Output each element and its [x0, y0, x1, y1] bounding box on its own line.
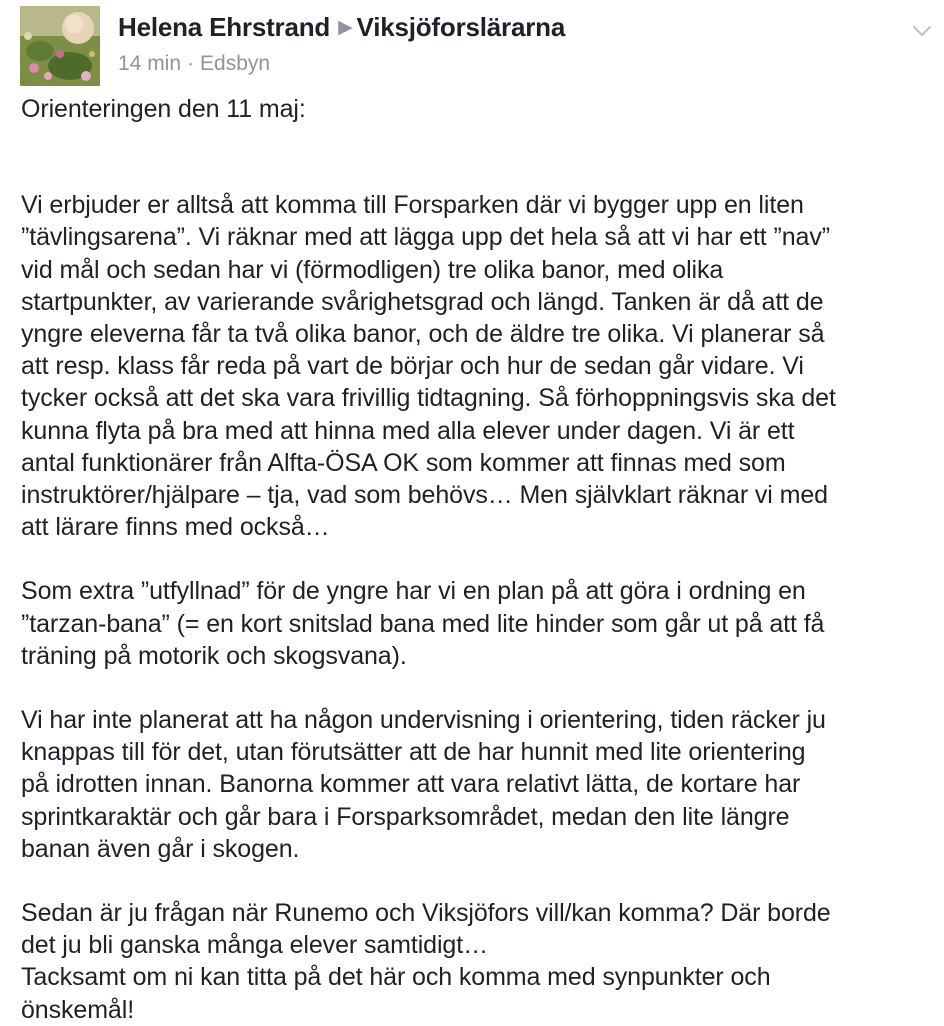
paragraph: [21, 93, 941, 125]
text-line: att resp. klass får reda på vart de börjar och hur de sedan går vidare. Vi: [21, 352, 804, 381]
text-line: ”tarzan-bana” (= en kort snitslad bana med lite hinder som går ut på att få: [21, 609, 825, 638]
meta-separator: ·: [187, 52, 195, 75]
post-meta: [118, 52, 270, 76]
group-name[interactable]: Viksjöforslärarna: [356, 12, 566, 42]
post-body: [21, 93, 941, 1026]
text-line: kunna flyta på bra med att hinna med alla elever under dagen. Vi är ett: [21, 416, 795, 445]
chevron-down-icon[interactable]: [908, 18, 936, 42]
text-line: banan även går i skogen.: [21, 834, 300, 863]
author-line: [118, 12, 565, 43]
text-line: instruktörer/hjälpare – tja, vad som behövs… Men självklart räknar vi med: [21, 481, 828, 510]
paragraph: [21, 704, 941, 865]
text-line: Orienteringen den 11 maj:: [21, 95, 306, 123]
text-line: Vi erbjuder er alltså att komma till Forsparken där vi bygger upp en liten: [21, 191, 804, 220]
text-line: Sedan är ju frågan när Runemo och Viksjöfors vill/kan komma? Där borde: [21, 899, 831, 928]
avatar-photo: [20, 6, 100, 86]
paragraph: [21, 897, 941, 1026]
text-line: startpunkter, av varierande svårighetsgrad och längd. Tanken är då att de: [21, 287, 824, 316]
text-line: det ju bli ganska många elever samtidigt…: [21, 931, 488, 960]
author-name[interactable]: Helena Ehrstrand: [118, 12, 331, 42]
text-line: att lärare finns med också…: [21, 513, 330, 542]
text-line: på idrotten innan. Banorna kommer att vara relativt lätta, de kortare har: [21, 770, 801, 799]
text-line: tycker också att det ska vara frivillig tidtagning. Så förhoppningsvis ska det: [21, 384, 836, 413]
text-line: träning på motorik och skogsvana).: [21, 641, 407, 670]
avatar[interactable]: [20, 6, 100, 86]
text-line: önskemål!: [21, 995, 135, 1024]
text-line: Som extra ”utfyllnad” för de yngre har vi en plan på att göra i ordning en: [21, 577, 806, 606]
text-line: knappas till för det, utan förutsätter att de har hunnit med lite orientering: [21, 738, 806, 767]
text-line: Vi har inte planerat att ha någon undervisning i orientering, tiden räcker ju: [21, 706, 826, 735]
paragraph: [21, 575, 941, 672]
post-time[interactable]: 14 min: [118, 52, 182, 75]
text-line: Tacksamt om ni kan titta på det här och komma med synpunkter och: [21, 963, 771, 992]
text-line: ”tävlingsarena”. Vi räknar med att lägga upp det hela så att vi har ett ”nav”: [21, 223, 830, 252]
text-line: vid mål och sedan har vi (förmodligen) tre olika banor, med olika: [21, 255, 724, 284]
text-line: yngre eleverna får ta två olika banor, och de äldre tre olika. Vi planerar så: [21, 320, 825, 349]
text-line: antal funktionärer från Alfta-ÖSA OK som kommer att finnas med som: [21, 448, 786, 477]
post-header: [0, 0, 944, 90]
paragraph: [21, 189, 941, 543]
text-line: sprintkaraktär och går bara i Forsparksområdet, medan den lite längre: [21, 802, 790, 831]
post-location[interactable]: Edsbyn: [200, 52, 271, 75]
arrow-right-icon: ▶: [338, 17, 353, 38]
